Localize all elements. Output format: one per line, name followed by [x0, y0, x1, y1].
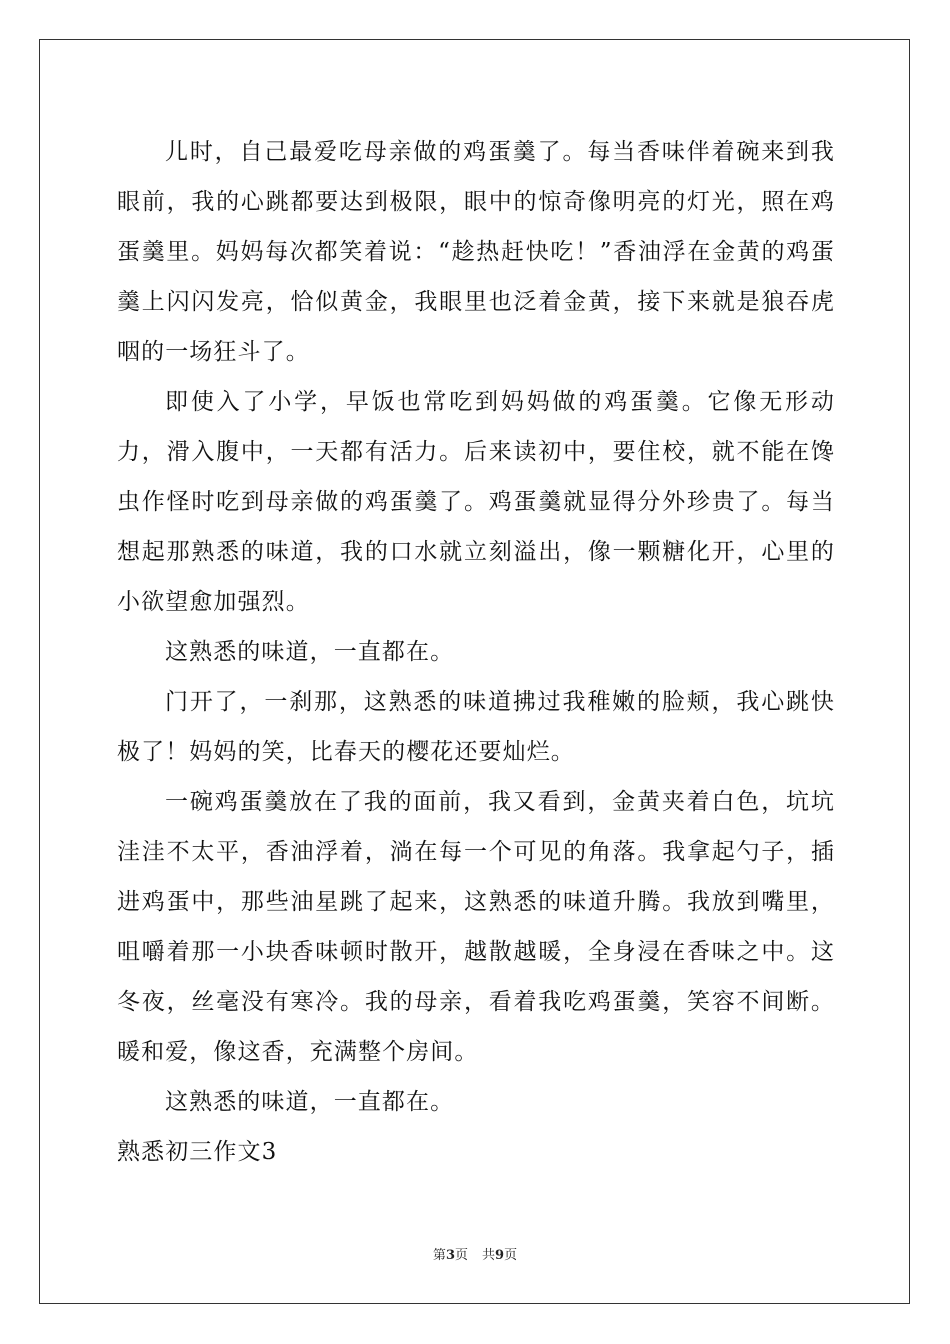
paragraph-3: 这熟悉的味道，一直都在。 [165, 639, 455, 665]
current-page-number: 3 [445, 1248, 455, 1263]
document-body [117, 127, 835, 1177]
page-footer [0, 1246, 950, 1266]
page-suffix: 页 [454, 1248, 468, 1263]
paragraph-5: 一碗鸡蛋羹放在了我的面前，我又看到，金黄夹着白色，坑坑洼洼不太平，香油浮着，淌在每一个可见的角落。我拿起勺子，插进鸡蛋中，那些油星跳了起来，这熟悉的味道升腾。我放到嘴里，咀嚼着那一小块香味顿时散开，越散越暖，全身浸在香味之中。这冬夜，丝毫没有寒冷。我的母亲，看着我吃鸡蛋羹，笑容不间断。暖和爱，像这香，充满整个房间。 [117, 789, 835, 1065]
paragraph-6: 这熟悉的味道，一直都在。 [165, 1089, 455, 1115]
paragraph-2: 即使入了小学，早饭也常吃到妈妈做的鸡蛋羹。它像无形动力，滑入腹中，一天都有活力。后来读初中，要住校，就不能在馋虫作怪时吃到母亲做的鸡蛋羹了。鸡蛋羹就显得分外珍贵了。每当想起那熟悉的味道，我的口水就立刻溢出，像一颗糖化开，心里的小欲望愈加强烈。 [117, 389, 835, 615]
total-suffix: 页 [504, 1248, 518, 1263]
paragraph-1: 儿时，自己最爱吃母亲做的鸡蛋羹了。每当香味伴着碗来到我眼前，我的心跳都要达到极限，眼中的惊奇像明亮的灯光，照在鸡蛋羹里。妈妈每次都笑着说：“趁热赶快吃！”香油浮在金黄的鸡蛋羹上闪闪发亮，恰似黄金，我眼里也泛着金黄，接下来就是狼吞虎咽的一场狂斗了。 [117, 139, 835, 365]
section-heading: 熟悉初三作文3 [117, 1139, 278, 1165]
total-pages-number: 9 [495, 1248, 505, 1263]
page-prefix: 第 [432, 1248, 446, 1263]
paragraph-4: 门开了，一刹那，这熟悉的味道拂过我稚嫩的脸颊，我心跳快极了！妈妈的笑，比春天的樱花还要灿烂。 [117, 689, 835, 765]
total-prefix: 共 [482, 1248, 496, 1263]
